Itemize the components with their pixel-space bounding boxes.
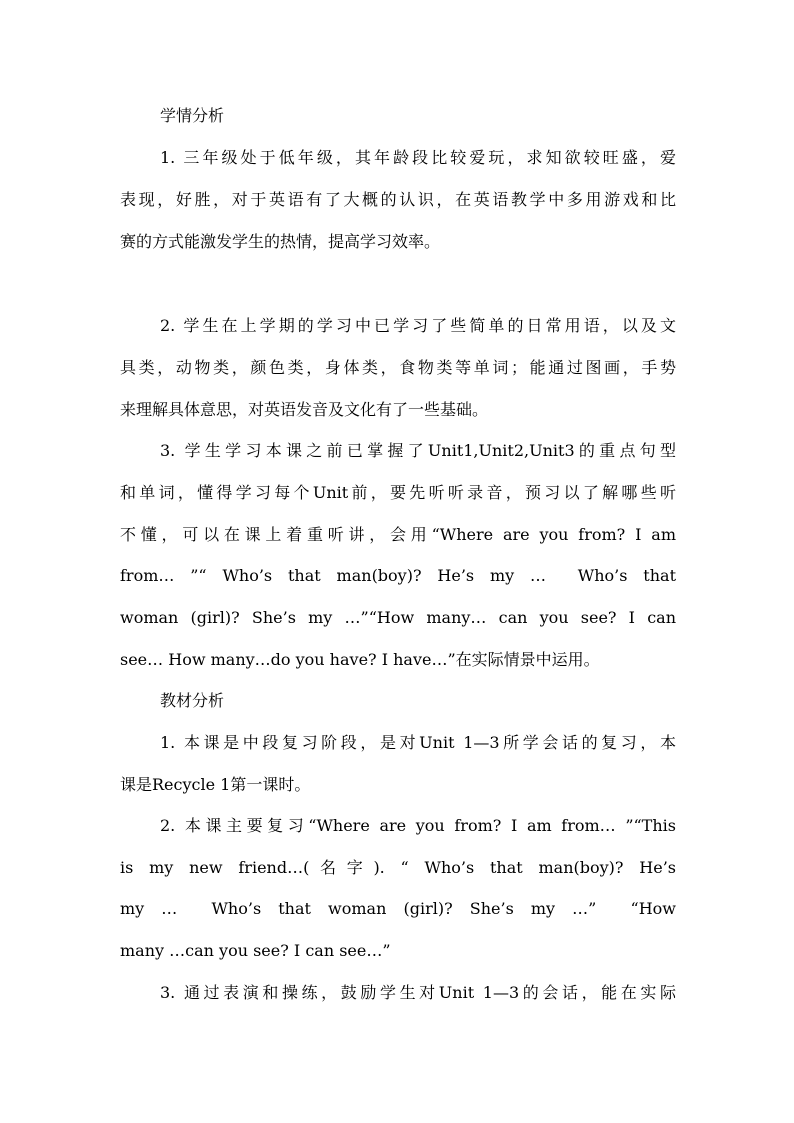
paragraph-line: 3. 通过表演和操练，鼓励学生对Unit 1—3的会话，能在实际 [160,983,676,1002]
paragraph-line: 1. 三年级处于低年级，其年龄段比较爱玩，求知欲较旺盛，爱 [160,148,676,167]
paragraph-line: 课是Recycle 1第一课时。 [120,775,311,794]
paragraph-line: my … Who’s that woman (girl)? She’s my …” “How [120,899,676,918]
paragraph-line: woman (girl)? She’s my …”“How many… can you see? I can [120,608,676,627]
paragraph-line: 不懂，可以在课上着重听讲，会用“Where are you from? I am [120,525,676,544]
paragraph-line: from… ”“ Who’s that man(boy)? He’s my … Who’s that [120,566,676,585]
paragraph-line: 2. 本课主要复习“Where are you from? I am from… ”“This [160,816,676,835]
paragraph-line: 赛的方式能激发学生的热情，提高学习效率。 [120,232,441,251]
paragraph-line: 来理解具体意思，对英语发音及文化有了一些基础。 [120,400,489,419]
section-heading-textbook-analysis: 教材分析 [160,691,225,710]
section-heading-learning-analysis: 学情分析 [160,106,225,125]
paragraph-line: see… How many…do you have? I have…”在实际情景中运用。 [120,650,600,669]
paragraph-line: many …can you see? I can see…” [120,941,391,960]
paragraph-line: 具类，动物类，颜色类，身体类，食物类等单词；能通过图画，手势 [120,358,676,377]
paragraph-line: 表现，好胜，对于英语有了大概的认识，在英语教学中多用游戏和比 [120,190,676,209]
paragraph-line: 和单词，懂得学习每个Unit前，要先听听录音，预习以了解哪些听 [120,483,676,502]
paragraph-line: 3. 学生学习本课之前已掌握了Unit1,Unit2,Unit3的重点句型 [160,441,676,460]
paragraph-line: 2. 学生在上学期的学习中已学习了些简单的日常用语，以及文 [160,316,676,335]
paragraph-line: 1. 本课是中段复习阶段，是对Unit 1—3所学会话的复习，本 [160,733,676,752]
paragraph-line: is my new friend…(名字). “ Who’s that man(boy)? He’s [120,858,676,877]
